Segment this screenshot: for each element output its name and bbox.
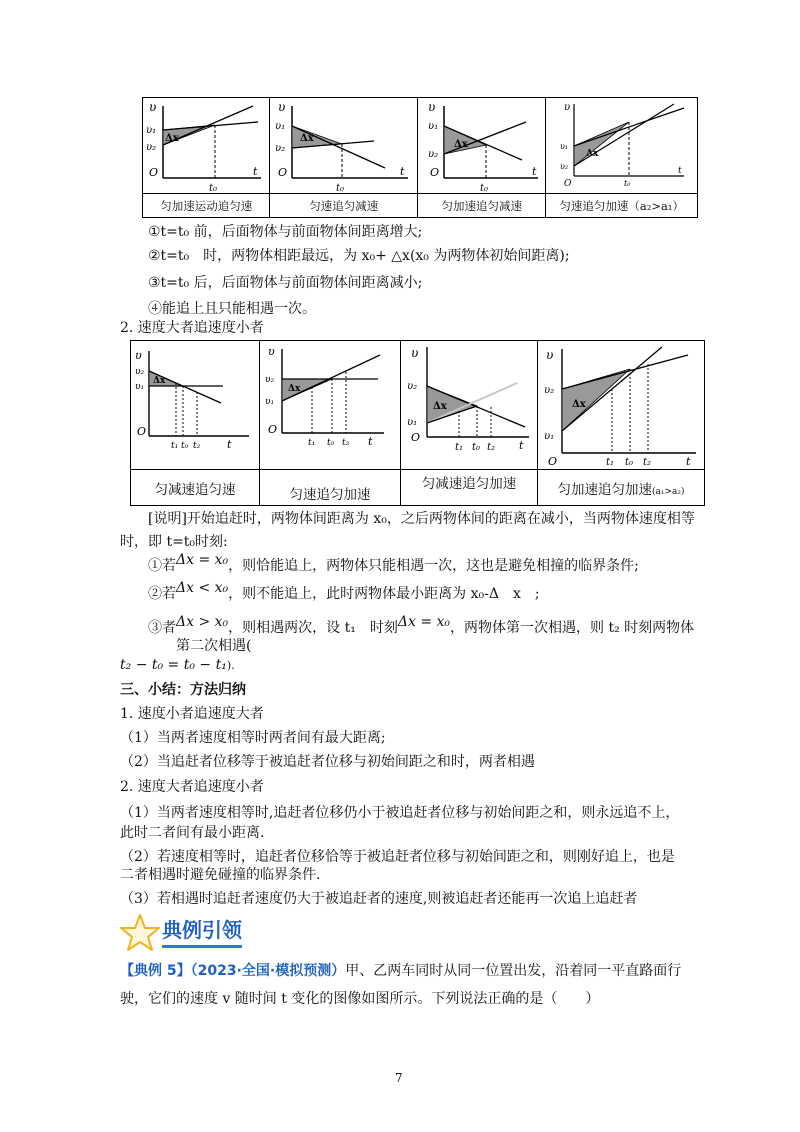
axis-t-label: t: [519, 439, 524, 452]
origin-label: O: [137, 425, 147, 438]
summary-s1: 1. 速度小者追速度大者: [120, 706, 264, 722]
caption-2-4: 匀加速追匀加速(a₁>a₂): [538, 470, 705, 506]
t2-label: t₂: [193, 441, 201, 451]
axis-v2-label: υ₂: [544, 385, 555, 396]
star-icon: [118, 912, 162, 952]
axis-v-label: υ: [278, 100, 286, 114]
example-tag: 【典例 5】: [120, 963, 191, 979]
axis-v2-label: υ₂: [135, 367, 145, 377]
caption-1-4: 匀速追匀加速（a₂>a₁）: [546, 194, 698, 218]
axis-v1-label: υ₁: [146, 125, 157, 136]
delta-x-label: Δx: [572, 399, 586, 410]
axis-t-label: t: [253, 165, 258, 178]
t0-label: t₀: [625, 457, 634, 468]
axis-v-label: υ: [268, 345, 275, 358]
summary-s2b-1: （2）若速度相等时，追赶者位移恰等于被追赶者位移与初始间距之和，则刚好追上，也是: [120, 849, 675, 865]
caption-1-3: 匀加速追匀减速: [417, 194, 545, 218]
origin-label: O: [278, 166, 288, 179]
caption-1-1: 匀加速运动追匀速: [143, 194, 270, 218]
graph-2-1: [131, 341, 260, 470]
summary-title: 三、小结：方法归纳: [120, 682, 246, 698]
summary-s2b-2: 二者相遇时避免碰撞的临界条件.: [120, 867, 321, 883]
axis-v1-label: υ₁: [135, 382, 145, 392]
axis-t-label: t: [678, 166, 683, 176]
t0-label: t₀: [479, 183, 489, 193]
graph-table-2: [130, 340, 705, 506]
caption-2-3: 匀减速追匀加速: [401, 470, 538, 506]
delta-x-label: Δx: [433, 401, 447, 412]
t1-label: t₁: [455, 442, 464, 453]
summary-s2: 2. 速度大者追速度小者: [120, 779, 264, 795]
note-line-1: [说明]开始追赶时，两物体间距离为 x₀，之后两物体间的距离在减小，当两物体速度相等: [148, 511, 695, 527]
summary-s1a: （1）当两者速度相等时两者间有最大距离;: [120, 730, 386, 746]
graph-1-1: [143, 98, 270, 194]
axis-v1-label: υ₁: [560, 142, 569, 151]
delta-x-label: Δx: [300, 133, 315, 144]
delta-x-label: Δx: [153, 376, 166, 386]
graph-1-3: [417, 98, 545, 194]
axis-t-label: t: [227, 438, 232, 451]
axis-v1-label: υ₁: [265, 397, 275, 407]
graph-table-1: [142, 97, 698, 218]
t2-label: t₂: [643, 457, 652, 468]
origin-label: O: [548, 455, 558, 468]
axis-v-label: υ: [135, 349, 142, 362]
axis-t-label: t: [531, 165, 537, 178]
axis-v-label: υ: [564, 102, 571, 113]
example-banner: [118, 912, 718, 952]
axis-v-label: υ: [411, 346, 419, 360]
axis-v2-label: υ₂: [146, 142, 157, 153]
graph-1-2: [270, 98, 418, 194]
axis-v-label: υ: [546, 348, 554, 362]
axis-v2-label: υ₂: [275, 143, 286, 154]
axis-t-label: t: [400, 165, 405, 178]
t0-label: t₀: [336, 183, 345, 193]
t0-label: t₀: [327, 438, 335, 448]
delta-x-label: Δx: [586, 149, 599, 159]
t0-label: t₀: [209, 183, 218, 193]
t0-label: t₀: [624, 179, 631, 188]
example-source: （2023·全国·模拟预测）: [190, 963, 346, 979]
axis-v1-label: υ₁: [407, 417, 418, 428]
delta-x-label: Δx: [288, 384, 301, 394]
caption-1-2: 匀速追匀减速: [270, 194, 418, 218]
axis-v2-label: υ₂: [265, 375, 275, 385]
list1-item-1: ①t=t₀ 前，后面物体与前面物体间距离增大;: [148, 224, 423, 240]
t0-label: t₀: [181, 441, 189, 451]
graph-1-4: [546, 98, 698, 194]
graph-2-2: [260, 341, 401, 470]
origin-label: O: [149, 166, 159, 179]
caption-2-1: 匀减速追匀速: [131, 470, 260, 506]
summary-s2a-2: 此时二者间有最小距离.: [120, 825, 265, 841]
axis-t-label: t: [368, 435, 373, 448]
axis-v-label: υ: [427, 100, 436, 114]
summary-s2c: （3）若相遇时追赶者速度仍大于被追赶者的速度,则被追赶者还能再一次追上追赶者: [120, 891, 638, 907]
note-item-3-line-3: t₂ − t₀ = t₀ − t₁).: [120, 657, 235, 673]
t2-label: t₂: [342, 438, 350, 448]
example-line-2: 驶，它们的速度 v 随时间 t 变化的图像如图所示。下列说法正确的是（ ）: [120, 991, 600, 1007]
example-line-1: 【典例 5】（2023·全国·模拟预测）甲、乙两车同时从同一位置出发，沿着同一平直路面行: [120, 963, 682, 979]
note-item-3: ③者Δx > x₀，则相遇两次，设 t₁ 时刻Δx = x₀，两物体第一次相遇，则 t₂ 时刻两物体: [148, 614, 695, 636]
origin-label: O: [411, 431, 421, 444]
note-item-1: ①若Δx = x₀，则恰能追上，两物体只能相遇一次，这也是避免相撞的临界条件;: [148, 552, 639, 574]
banner-title: 典例引领: [162, 918, 242, 942]
list1-item-4: ④能追上且只能相遇一次。: [148, 301, 316, 317]
note-item-3-line-2: 第二次相遇(: [176, 638, 252, 654]
origin-label: O: [429, 166, 440, 179]
note-item-2: ②若Δx < x₀，则不能追上，此时两物体最小距离为 x₀-Δ x ;: [148, 580, 540, 602]
axis-v-label: υ: [149, 100, 157, 114]
t1-label: t₁: [308, 438, 316, 448]
list1-item-3: ③t=t₀ 后，后面物体与前面物体间距离减小;: [148, 275, 423, 291]
axis-t-label: t: [686, 455, 691, 468]
heading-2: 2. 速度大者追速度小者: [120, 320, 264, 336]
axis-v2-label: υ₂: [427, 149, 439, 160]
page-number: 7: [395, 1071, 403, 1085]
origin-label: O: [564, 179, 572, 189]
banner-underline: [162, 945, 242, 948]
axis-v2-label: υ₂: [560, 162, 569, 171]
delta-x-label: Δx: [453, 139, 468, 150]
list1-item-2: ②t=t₀ 时，两物体相距最远，为 x₀+ △x(x₀ 为两物体初始间距离);: [148, 248, 570, 264]
axis-v1-label: υ₁: [275, 121, 286, 132]
graph-2-3: [401, 341, 538, 470]
summary-s2a-1: （1）当两者速度相等时,追赶者位移仍小于被追赶者位移与初始间距之和，则永远追不上，: [120, 805, 680, 821]
axis-v2-label: υ₂: [407, 381, 418, 392]
t2-label: t₂: [487, 442, 496, 453]
note-line-2: 时，即 t=t₀时刻:: [120, 534, 228, 550]
summary-s1b: （2）当追赶者位移等于被追赶者位移与初始间距之和时，两者相遇: [120, 754, 535, 770]
t1-label: t₁: [171, 441, 179, 451]
t1-label: t₁: [606, 457, 615, 468]
graph-2-4: [538, 341, 705, 470]
t0-label: t₀: [472, 442, 481, 453]
origin-label: O: [268, 423, 278, 436]
axis-v1-label: υ₁: [544, 431, 555, 442]
caption-2-2: 匀速追匀加速: [260, 470, 401, 506]
axis-v1-label: υ₁: [427, 121, 439, 132]
delta-x-label: Δx: [165, 133, 179, 144]
